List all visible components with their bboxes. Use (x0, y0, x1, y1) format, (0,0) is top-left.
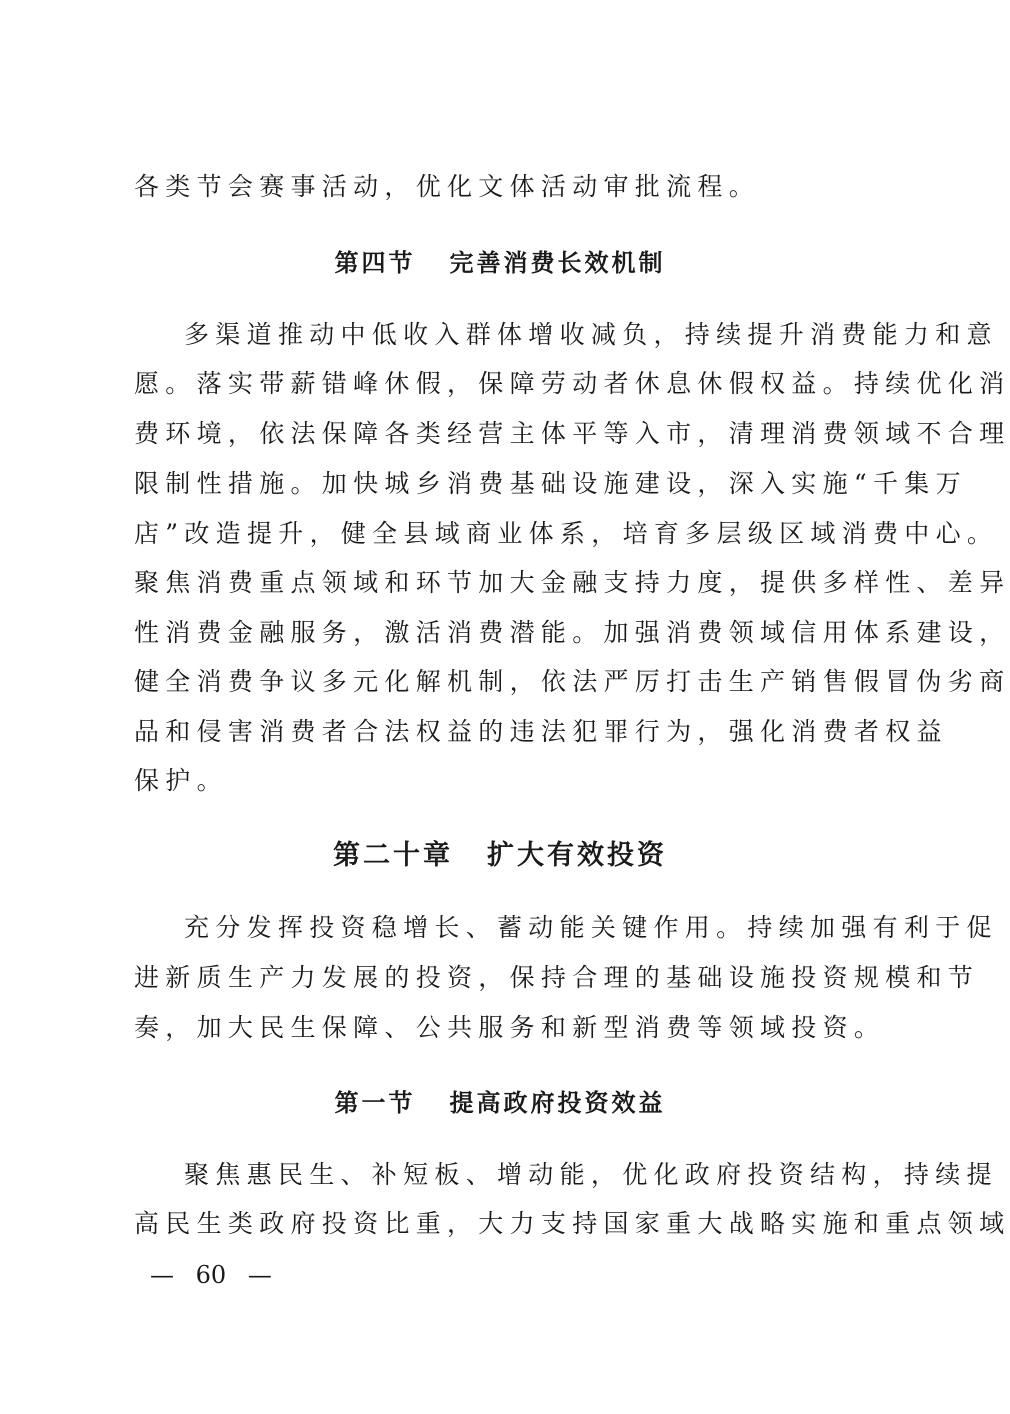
section-number: 第一节 (334, 1088, 416, 1117)
section-title: 提高政府投资效益 (449, 1088, 666, 1117)
body-text-line: 充分发挥投资稳增长、蓄动能关键作用。持续加强有利于促 (184, 913, 998, 942)
body-text-line: 性消费金融服务，激活消费潜能。加强消费领域信用体系建设， (134, 618, 1010, 647)
chapter-heading (0, 840, 1000, 872)
body-text-line: 限制性措施。加快城乡消费基础设施建设，深入实施“千集万 (134, 469, 967, 498)
body-text-line: 保护。 (134, 766, 228, 795)
body-text-line: 高民生类政府投资比重，大力支持国家重大战略实施和重点领域 (134, 1209, 1010, 1238)
footer-dash-right: — (247, 1261, 272, 1289)
body-text-line: 健全消费争议多元化解机制，依法严厉打击生产销售假冒伪劣商 (134, 667, 1010, 696)
section-heading (0, 1088, 1000, 1118)
body-text-line: 聚焦惠民生、补短板、增动能，优化政府投资结构，持续提 (184, 1160, 998, 1189)
chapter-title: 扩大有效投资 (487, 840, 667, 871)
body-text-line: 各类节会赛事活动，优化文体活动审批流程。 (134, 172, 761, 201)
section-number: 第四节 (334, 248, 416, 277)
body-text-line: 品和侵害消费者合法权益的违法犯罪行为，强化消费者权益 (134, 717, 948, 746)
page-number: 60 (195, 1261, 227, 1289)
page-footer (150, 1260, 272, 1290)
section-heading (0, 248, 1000, 278)
body-text-line: 进新质生产力发展的投资，保持合理的基础设施投资规模和节 (134, 963, 980, 992)
body-text-line: 愿。落实带薪错峰休假，保障劳动者休息休假权益。持续优化消 (134, 369, 1010, 398)
body-text-line: 奏，加大民生保障、公共服务和新型消费等领域投资。 (134, 1013, 886, 1042)
chapter-number: 第二十章 (333, 840, 453, 871)
section-title: 完善消费长效机制 (449, 248, 666, 277)
footer-dash-left: — (150, 1261, 174, 1289)
body-text-line: 聚焦消费重点领域和环节加大金融支持力度，提供多样性、差异 (134, 568, 1010, 597)
body-text-line: 多渠道推动中低收入群体增收减负，持续提升消费能力和意 (184, 320, 998, 349)
body-text-line: 店”改造提升，健全县域商业体系，培育多层级区域消费中心。 (134, 519, 999, 548)
body-text-line: 费环境，依法保障各类经营主体平等入市，清理消费领域不合理 (134, 419, 1010, 448)
